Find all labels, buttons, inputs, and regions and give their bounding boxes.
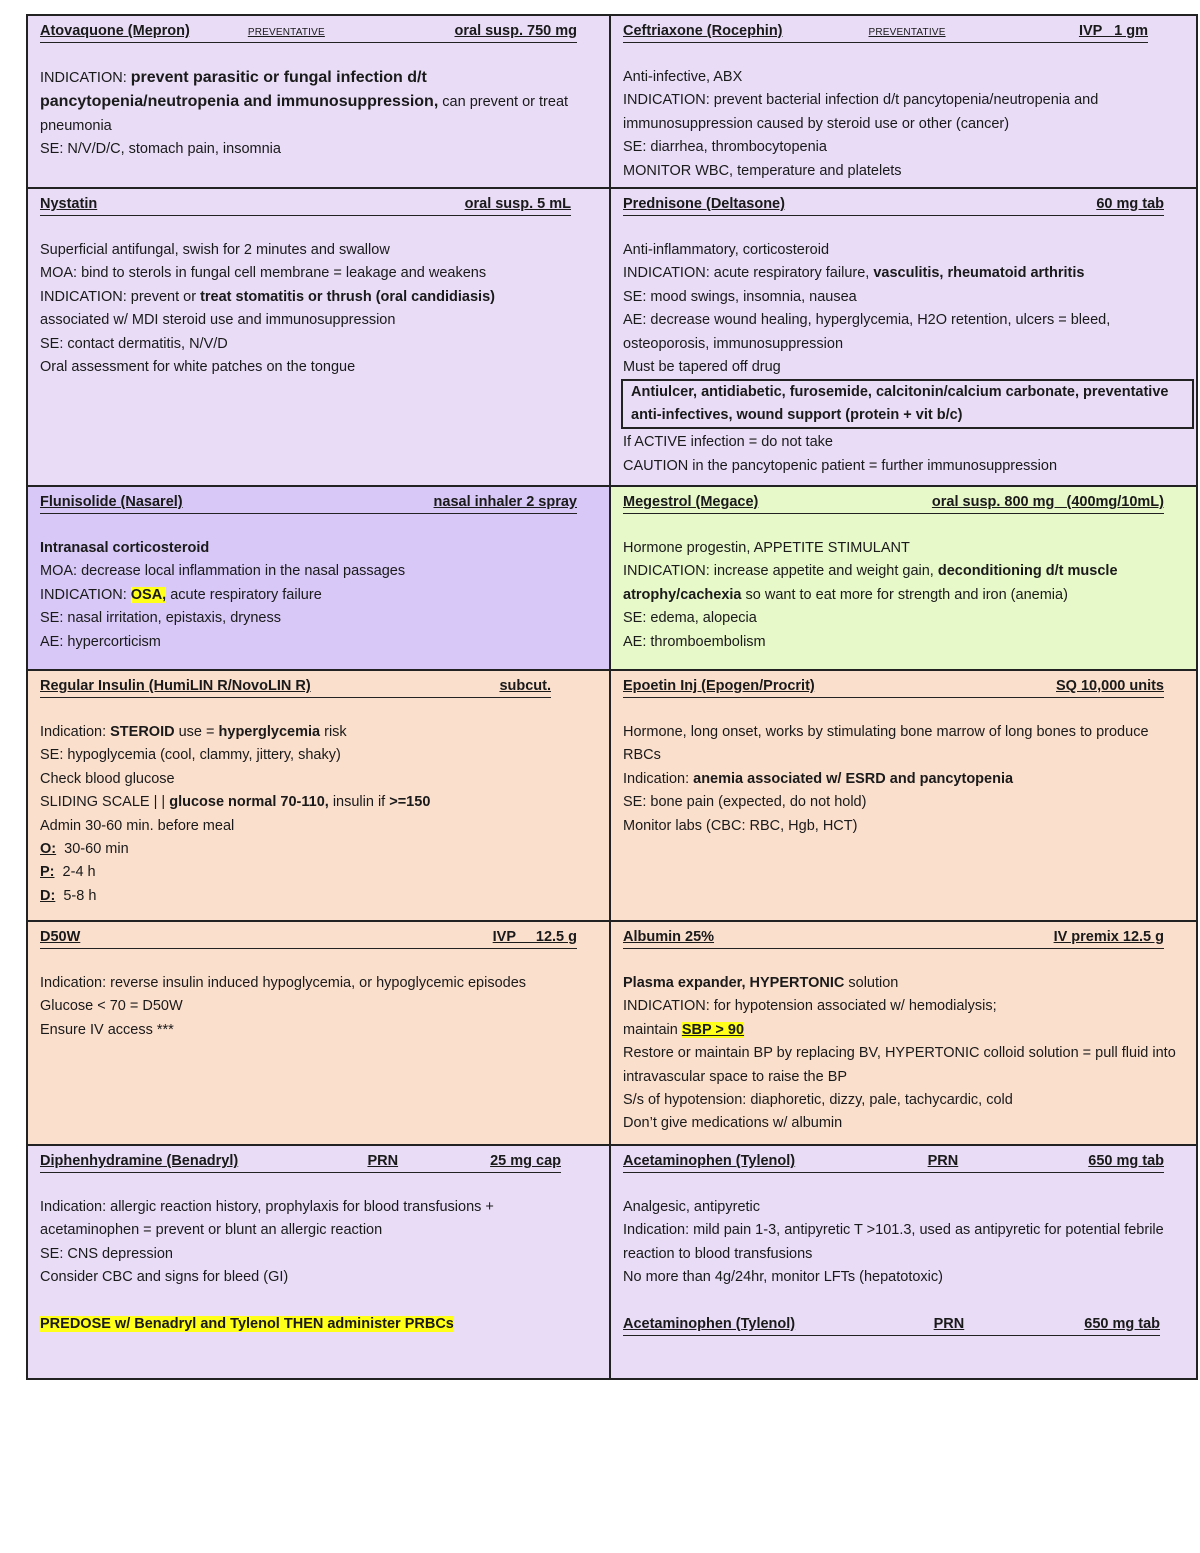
side-effects-text: SE: N/V/D/C, stomach pain, insomnia	[40, 141, 281, 158]
text-line: No more than 4g/24hr, monitor LFTs (hepatotoxic)	[623, 1269, 943, 1286]
drug-dose: IV premix 12.5 g	[1053, 929, 1164, 945]
drug-dose: oral susp. 800 mg (400mg/10mL)	[931, 494, 1164, 510]
sliding-scale-text: SLIDING SCALE | | glucose normal 70-110, insulin if >=150	[40, 794, 431, 811]
drug-name: Megestrol (Megace)	[623, 494, 759, 510]
indication-text: INDICATION: for hypotension associated w/ hemodialysis;	[623, 998, 997, 1015]
card-header-repeat	[623, 1313, 1160, 1336]
card-ceftriaxone	[609, 14, 1198, 189]
text-line: Hormone progestin, APPETITE STIMULANT	[623, 540, 910, 556]
drug-dose: oral susp. 5 mL	[464, 196, 571, 212]
text-line: Analgesic, antipyretic	[623, 1199, 761, 1215]
drug-name: Diphenhydramine (Benadryl)	[40, 1153, 239, 1169]
side-effects-text: SE: CNS depression	[40, 1245, 173, 1262]
card-prednisone	[609, 187, 1198, 487]
drug-name: Prednisone (Deltasone)	[623, 196, 785, 212]
card-header	[623, 1150, 1164, 1173]
card-header	[40, 20, 577, 43]
drug-name: Acetaminophen (Tylenol)	[623, 1153, 796, 1169]
drug-name: Ceftriaxone (Rocephin)	[623, 23, 783, 39]
text-line: Ensure IV access ***	[40, 1021, 174, 1038]
peak-line: P: 2-4 h	[40, 864, 96, 881]
adverse-effects-text: AE: thromboembolism	[623, 633, 766, 650]
card-d50w	[26, 920, 611, 1146]
indication-text: Indication: mild pain 1-3, antipyretic T >101.3, used as antipyretic for potential febrile reaction to blood transfusions	[623, 1222, 1164, 1262]
onset-line: O: 30-60 min	[40, 841, 129, 858]
drug-dose: 25 mg cap	[490, 1153, 561, 1169]
text-line: Hormone, long onset, works by stimulating bone marrow of long bones to produce RBCs	[623, 724, 1149, 764]
drug-name: Nystatin	[40, 196, 98, 212]
drug-dose: 60 mg tab	[1096, 196, 1164, 212]
text-line: Must be tapered off drug	[623, 359, 781, 376]
drug-dose: nasal inhaler 2 spray	[433, 494, 577, 510]
drug-dose: oral susp. 750 mg	[454, 23, 577, 39]
indication-text: Indication: anemia associated w/ ESRD and pancytopenia	[623, 770, 1014, 787]
drug-dose: subcut.	[499, 678, 551, 694]
text-line: Superficial antifungal, swish for 2 minutes and swallow	[40, 242, 390, 258]
card-epoetin	[609, 669, 1198, 922]
drug-prn: PRN	[933, 1315, 965, 1332]
drug-prn: PRN	[367, 1153, 399, 1169]
duration-line: D: 5-8 h	[40, 887, 97, 904]
card-header	[40, 193, 571, 216]
drug-tag: PREVENTATIVE	[247, 27, 325, 38]
indication-text: INDICATION: prevent parasitic or fungal infection d/t pancytopenia/neutropenia and immunosuppression, can prevent or treat pneumonia	[40, 69, 569, 134]
card-header	[623, 491, 1164, 514]
indication-text: INDICATION: increase appetite and weight gain, deconditioning d/t muscle atrophy/cachexia so want to eat more for strength and iron (anemia)	[623, 563, 1118, 603]
drug-name: Atovaquone (Mepron)	[40, 23, 190, 39]
drug-name: Flunisolide (Nasarel)	[40, 494, 183, 510]
card-megestrol	[609, 485, 1198, 671]
text-line: Consider CBC and signs for bleed (GI)	[40, 1269, 289, 1286]
indication-text: Indication: reverse insulin induced hypoglycemia, or hypoglycemic episodes	[40, 975, 527, 991]
text-line: Restore or maintain BP by replacing BV, HYPERTONIC colloid solution = pull fluid into intravascular space to raise the BP	[623, 1045, 1176, 1085]
drug-dose: 650 mg tab	[1084, 1315, 1160, 1332]
indication-text: INDICATION: prevent bacterial infection d/t pancytopenia/neutropenia and immunosuppression caused by steroid use or other (cancer)	[623, 92, 1099, 132]
interaction-box: Antiulcer, antidiabetic, furosemide, calcitonin/calcium carbonate, preventative anti-infectives, wound support (protein + vit b/c)	[621, 379, 1194, 429]
text-line: CAUTION in the pancytopenic patient = further immunosuppression	[623, 457, 1058, 474]
side-effects-text: SE: contact dermatitis, N/V/D	[40, 335, 228, 352]
card-atovaquone	[26, 14, 611, 189]
drug-name: D50W	[40, 929, 81, 945]
adverse-effects-text: AE: decrease wound healing, hyperglycemia, H2O retention, ulcers = bleed, osteoporosis, immunosuppression	[623, 312, 1111, 352]
indication-text: INDICATION: acute respiratory failure, vasculitis, rheumatoid arthritis	[623, 265, 1085, 282]
drug-name: Epoetin Inj (Epogen/Procrit)	[623, 678, 815, 694]
text-line: Anti-infective, ABX	[623, 69, 743, 85]
card-header	[40, 1150, 561, 1173]
drug-prn: PRN	[927, 1153, 959, 1169]
card-albumin	[609, 920, 1198, 1146]
text-line: Intranasal corticosteroid	[40, 540, 210, 556]
indication-text: INDICATION: prevent or treat stomatitis or thrush (oral candidiasis)	[40, 288, 495, 305]
drug-dose: IVP 12.5 g	[492, 929, 577, 945]
text-line: If ACTIVE infection = do not take	[623, 434, 833, 451]
drug-dose: 650 mg tab	[1088, 1153, 1164, 1169]
text-line: Glucose < 70 = D50W	[40, 998, 183, 1015]
card-header	[40, 926, 577, 949]
card-flunisolide	[26, 485, 611, 671]
indication-text: INDICATION: OSA, acute respiratory failure	[40, 586, 322, 603]
side-effects-text: SE: bone pain (expected, do not hold)	[623, 794, 867, 811]
text-line: Admin 30-60 min. before meal	[40, 817, 235, 834]
predose-note: PREDOSE w/ Benadryl and Tylenol THEN administer PRBCs	[40, 1315, 454, 1332]
text-line: Oral assessment for white patches on the tongue	[40, 359, 356, 376]
text-line: associated w/ MDI steroid use and immunosuppression	[40, 312, 396, 329]
moa-text: MOA: decrease local inflammation in the nasal passages	[40, 563, 406, 580]
drug-name: Albumin 25%	[623, 929, 715, 945]
drug-dose: SQ 10,000 units	[1056, 678, 1164, 694]
indication-text: Indication: STEROID use = hyperglycemia risk	[40, 724, 347, 740]
target-line: maintain SBP > 90	[623, 1021, 745, 1038]
moa-text: MOA: bind to sterols in fungal cell membrane = leakage and weakens	[40, 265, 487, 282]
drug-dose: IVP 1 gm	[1078, 23, 1148, 39]
card-nystatin	[26, 187, 611, 487]
text-line: MONITOR WBC, temperature and platelets	[623, 162, 902, 179]
card-header	[40, 491, 577, 514]
text-line: Plasma expander, HYPERTONIC solution	[623, 975, 899, 991]
side-effects-text: SE: edema, alopecia	[623, 610, 757, 627]
drug-name: Acetaminophen (Tylenol)	[623, 1315, 796, 1332]
card-regular-insulin	[26, 669, 611, 922]
card-header	[623, 926, 1164, 949]
text-line: Check blood glucose	[40, 770, 175, 787]
side-effects-text: SE: hypoglycemia (cool, clammy, jittery, shaky)	[40, 747, 341, 764]
text-line: Don’t give medications w/ albumin	[623, 1115, 843, 1132]
side-effects-text: SE: nasal irritation, epistaxis, dryness	[40, 610, 281, 627]
card-diphenhydramine	[26, 1144, 611, 1380]
card-header	[623, 193, 1164, 216]
card-acetaminophen	[609, 1144, 1198, 1380]
drug-name: Regular Insulin (HumiLIN R/NovoLIN R)	[40, 678, 311, 694]
indication-text: Indication: allergic reaction history, prophylaxis for blood transfusions + acetaminophen = prevent or blunt an allergic reaction	[40, 1199, 494, 1239]
text-line: Monitor labs (CBC: RBC, Hgb, HCT)	[623, 817, 858, 834]
side-effects-text: SE: diarrhea, thrombocytopenia	[623, 139, 827, 156]
text-line: Anti-inflammatory, corticosteroid	[623, 242, 830, 258]
drug-card-grid	[26, 14, 1198, 1380]
side-effects-text: SE: mood swings, insomnia, nausea	[623, 288, 857, 305]
card-header	[623, 20, 1148, 43]
adverse-effects-text: AE: hypercorticism	[40, 633, 161, 650]
card-header	[623, 675, 1164, 698]
card-header	[40, 675, 551, 698]
drug-tag: PREVENTATIVE	[868, 27, 946, 38]
text-line: S/s of hypotension: diaphoretic, dizzy, pale, tachycardic, cold	[623, 1092, 1013, 1109]
